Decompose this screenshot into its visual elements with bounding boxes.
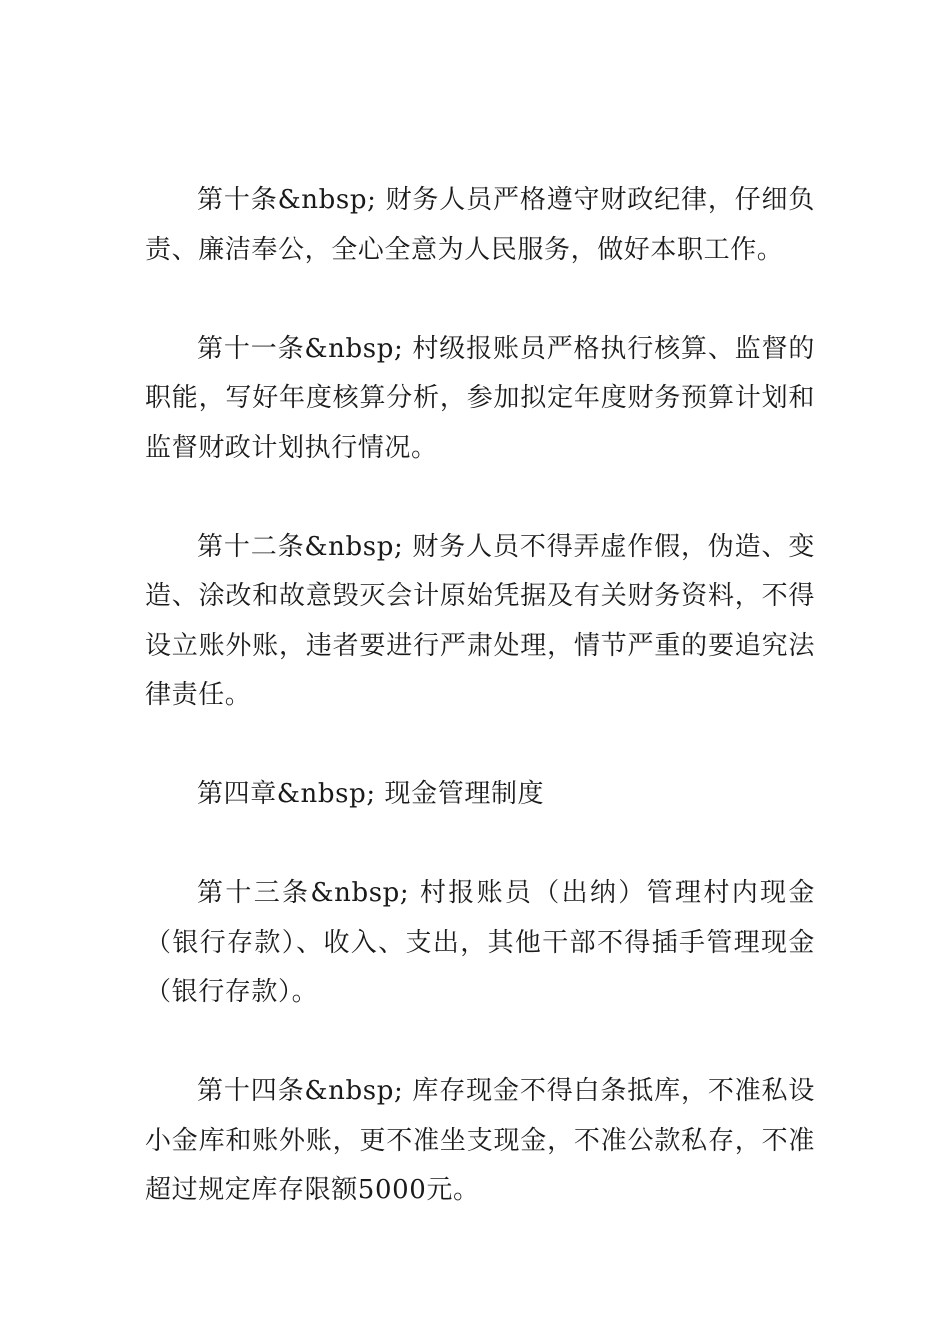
article-12-paragraph: 第十二条&nbsp; 财务人员不得弄虚作假，伪造、变造、涂改和故意毁灭会计原始凭据及有关财务资料，不得设立账外账，违者要进行严肃处理，情节严重的要追究法律责任。 [145,531,815,710]
article-10-paragraph: 第十条&nbsp; 财务人员严格遵守财政纪律，仔细负责、廉洁奉公，全心全意为人民服务，做好本职工作。 [145,185,815,265]
chapter-4-heading: 第四章&nbsp; 现金管理制度 [197,779,545,809]
article-14-paragraph: 第十四条&nbsp; 库存现金不得白条抵库，不准私设小金库和账外账，更不准坐支现金，不准公款私存，不准超过规定库存限额5000元。 [145,1076,815,1205]
article-13-paragraph: 第十三条&nbsp; 村报账员（出纳）管理村内现金（银行存款）、收入、支出，其他干部不得插手管理现金（银行存款）。 [145,878,815,1007]
document-body [145,176,815,1265]
article-11-paragraph: 第十一条&nbsp; 村级报账员严格执行核算、监督的职能，写好年度核算分析，参加拟定年度财务预算计划和监督财政计划执行情况。 [145,333,815,463]
